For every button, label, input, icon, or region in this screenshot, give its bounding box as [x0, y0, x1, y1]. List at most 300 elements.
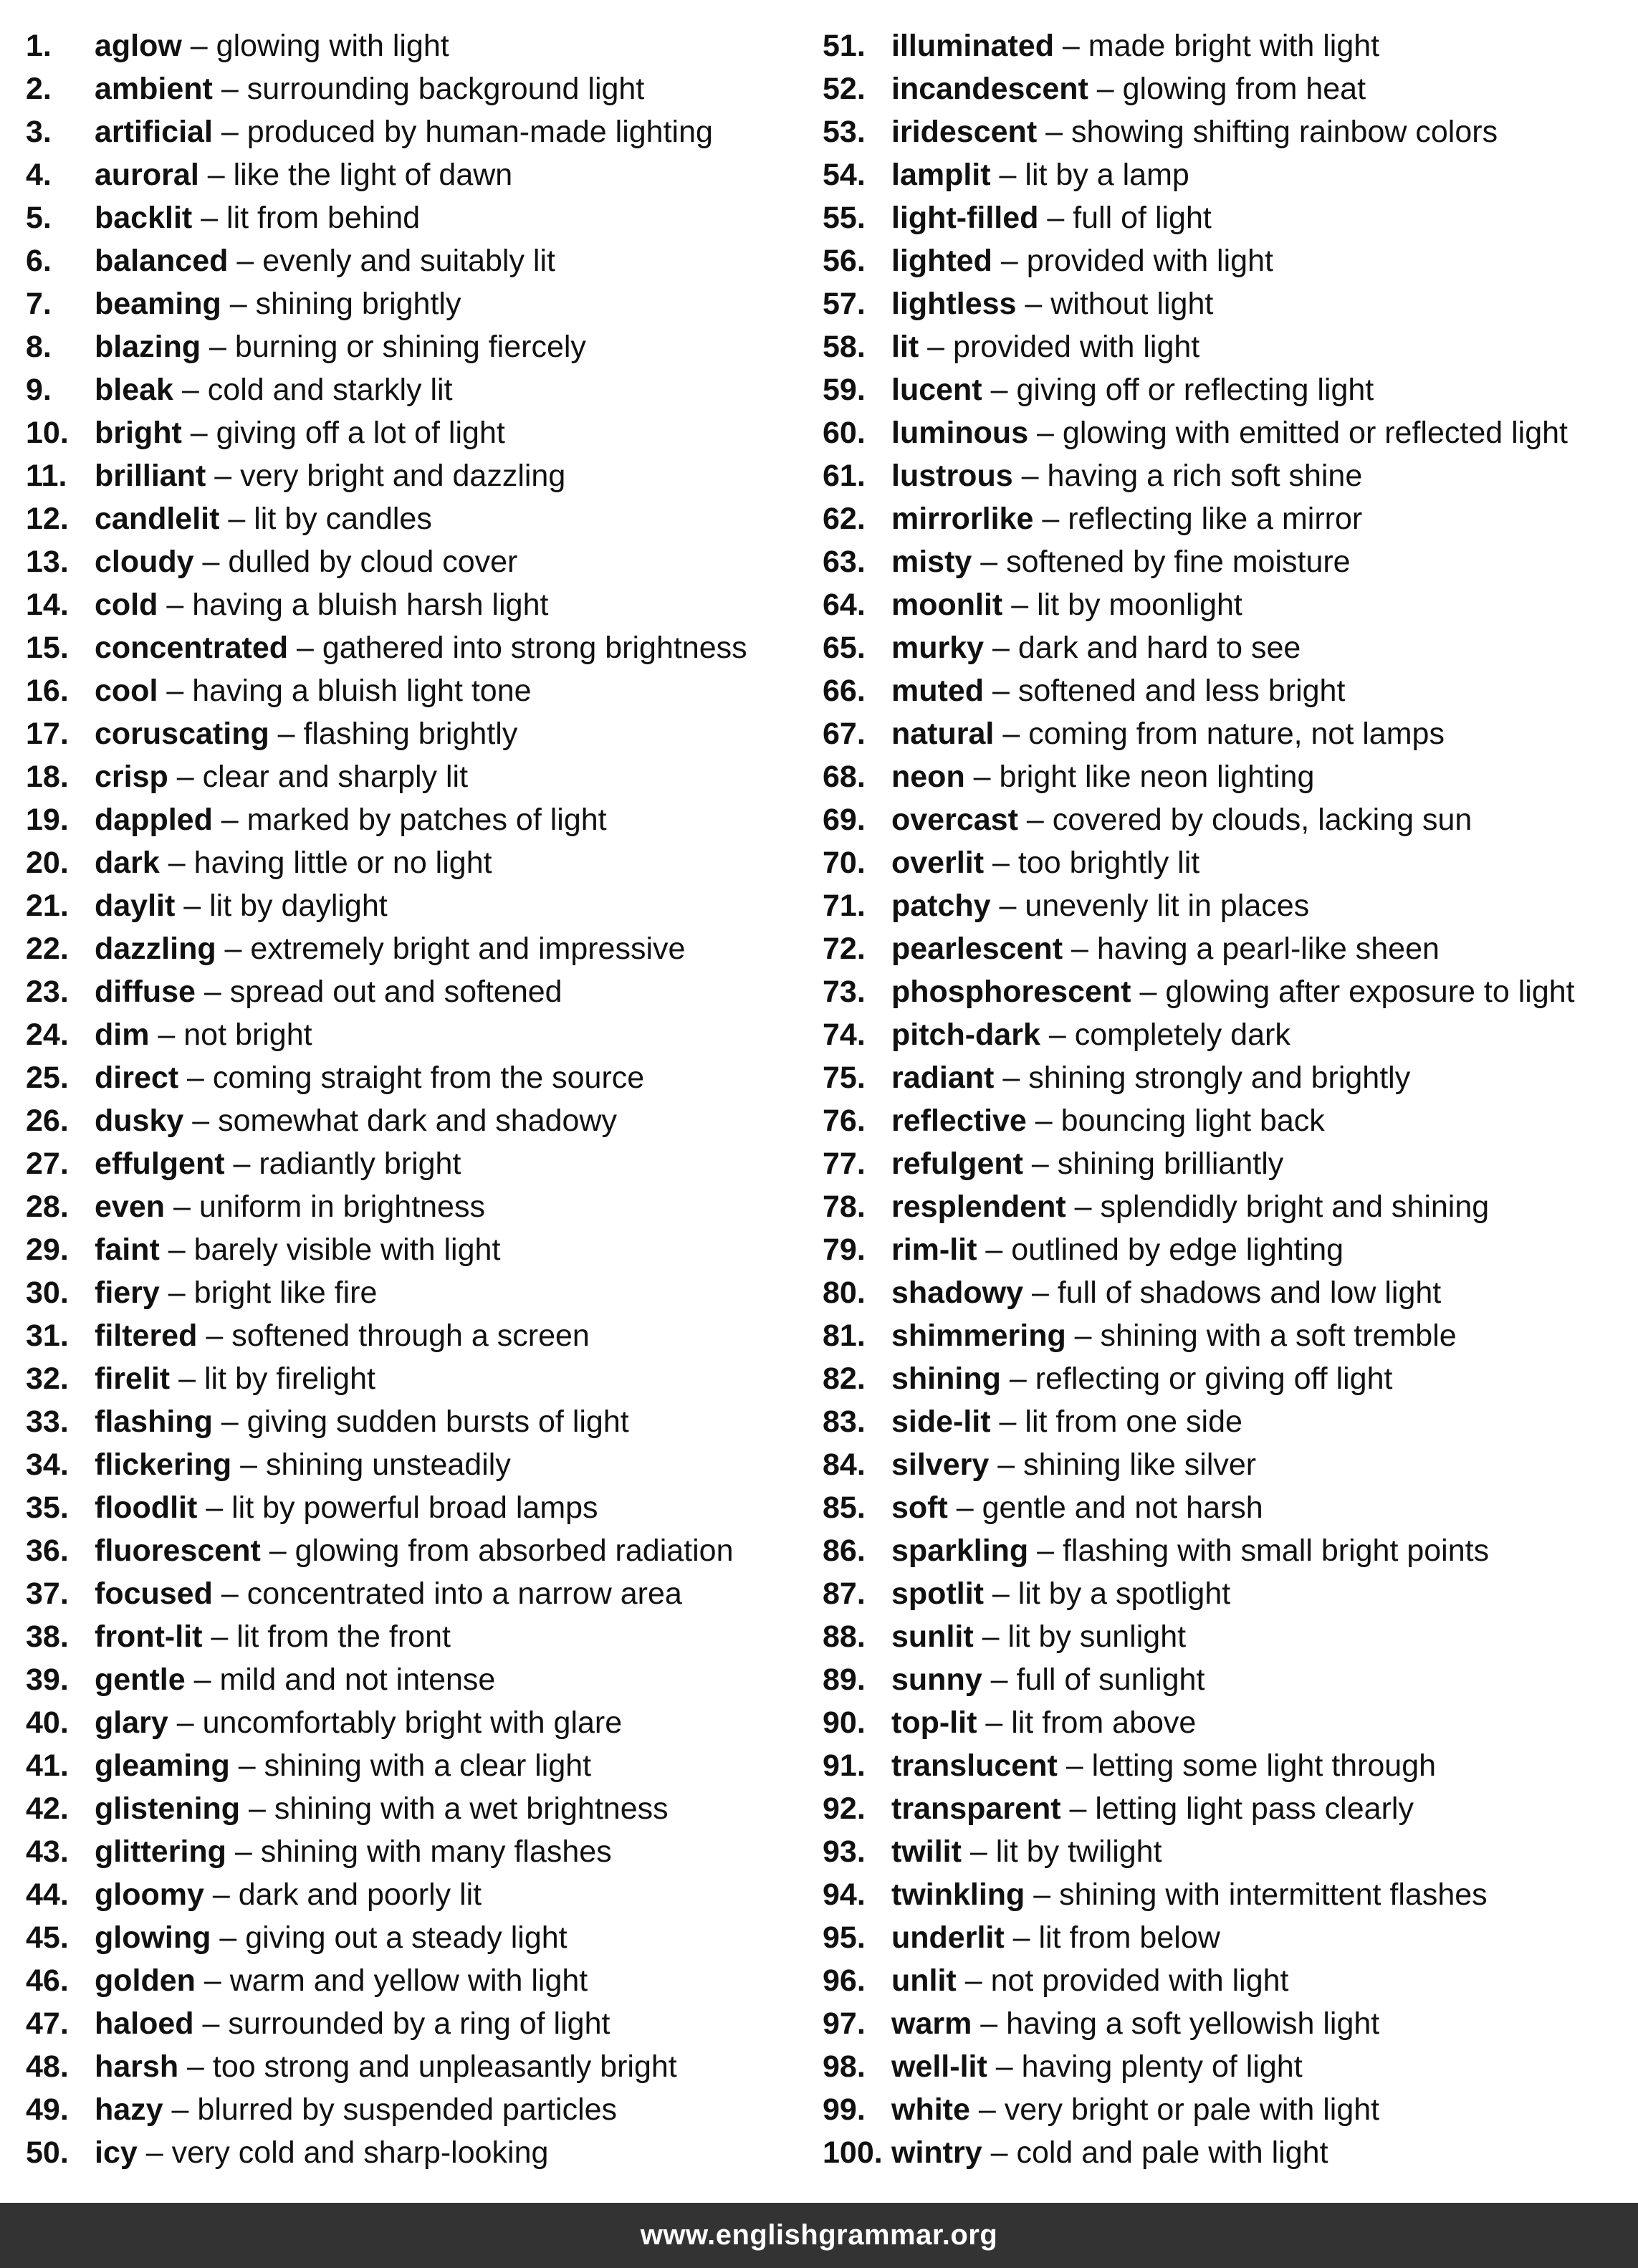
- item-separator: –: [158, 588, 193, 622]
- item-separator: –: [212, 1576, 247, 1611]
- list-item: [26, 1228, 807, 1271]
- item-definition: coming straight from the source: [212, 1061, 645, 1095]
- item-word: sunny: [891, 1662, 982, 1697]
- item-number: 18.: [26, 760, 69, 794]
- item-separator: –: [964, 760, 1000, 794]
- word-list-right-column: [823, 24, 1625, 2174]
- item-definition: made bright with light: [1088, 29, 1380, 63]
- item-separator: –: [1037, 115, 1071, 149]
- item-definition: extremely bright and impressive: [250, 932, 686, 966]
- list-item: [26, 497, 807, 540]
- list-item: [823, 153, 1625, 196]
- item-number: 56.: [823, 244, 866, 278]
- item-definition: not bright: [183, 1018, 312, 1052]
- item-separator: –: [201, 330, 235, 364]
- item-word: balanced: [95, 244, 229, 278]
- item-number: 40.: [26, 1705, 69, 1740]
- item-number: 68.: [823, 760, 866, 794]
- item-number: 29.: [26, 1233, 69, 1267]
- list-item: [823, 1056, 1625, 1099]
- item-word: golden: [95, 1963, 196, 1998]
- item-word: faint: [95, 1233, 160, 1267]
- item-definition: uncomfortably bright with glare: [202, 1705, 623, 1740]
- footer-bar: [0, 2203, 1638, 2268]
- item-number: 48.: [26, 2049, 69, 2084]
- item-separator: –: [992, 244, 1027, 278]
- item-separator: –: [1017, 803, 1053, 837]
- item-separator: –: [969, 2092, 1005, 2127]
- item-number: 80.: [823, 1276, 866, 1310]
- item-definition: flashing brightly: [303, 717, 518, 751]
- item-word: overcast: [891, 803, 1018, 837]
- list-item: [823, 497, 1625, 540]
- item-definition: lit from below: [1038, 1920, 1220, 1955]
- item-number: 16.: [26, 674, 69, 708]
- item-definition: unevenly lit in places: [1025, 889, 1310, 923]
- item-number: 27.: [26, 1147, 69, 1181]
- item-definition: having a pearl-like sheen: [1096, 932, 1440, 966]
- item-number: 95.: [823, 1920, 866, 1955]
- item-definition: having little or no light: [193, 846, 492, 880]
- item-separator: –: [149, 1018, 184, 1052]
- item-word: dappled: [95, 803, 213, 837]
- item-separator: –: [197, 1319, 232, 1353]
- item-separator: –: [219, 502, 254, 536]
- item-word: beaming: [95, 287, 221, 321]
- item-separator: –: [1002, 588, 1038, 622]
- item-separator: –: [1025, 1877, 1060, 1912]
- item-definition: covered by clouds, lacking sun: [1052, 803, 1472, 837]
- item-number: 14.: [26, 588, 69, 622]
- list-item: [823, 2088, 1625, 2131]
- list-item: [26, 1142, 807, 1185]
- list-item: [26, 540, 807, 583]
- item-number: 78.: [823, 1190, 866, 1224]
- item-definition: gentle and not harsh: [982, 1491, 1263, 1525]
- item-number: 67.: [823, 717, 866, 751]
- item-word: backlit: [95, 201, 193, 235]
- item-separator: –: [159, 1233, 194, 1267]
- item-definition: cold and pale with light: [1016, 2135, 1328, 2170]
- item-number: 50.: [26, 2135, 69, 2170]
- item-definition: cold and starkly lit: [207, 373, 453, 407]
- item-definition: reflecting or giving off light: [1035, 1362, 1393, 1396]
- item-number: 44.: [26, 1877, 69, 1912]
- list-item: [26, 1615, 807, 1658]
- item-word: illuminated: [891, 29, 1054, 63]
- item-number: 63.: [823, 545, 866, 579]
- list-item: [823, 110, 1625, 153]
- list-item: [823, 1142, 1625, 1185]
- list-item: [823, 1529, 1625, 1572]
- item-definition: having a bluish harsh light: [192, 588, 549, 622]
- item-definition: shining brightly: [255, 287, 461, 321]
- item-definition: lit from behind: [226, 201, 421, 235]
- item-number: 88.: [823, 1619, 866, 1654]
- item-number: 59.: [823, 373, 866, 407]
- list-item: [823, 1916, 1625, 1959]
- item-number: 61.: [823, 459, 866, 493]
- item-separator: –: [982, 2135, 1017, 2170]
- item-definition: lit by moonlight: [1037, 588, 1242, 622]
- item-separator: –: [260, 1533, 295, 1568]
- item-number: 100.: [823, 2135, 883, 2170]
- item-separator: –: [168, 1705, 203, 1740]
- item-definition: lit from the front: [236, 1619, 451, 1654]
- item-separator: –: [1012, 459, 1048, 493]
- item-definition: lit by powerful broad lamps: [231, 1491, 598, 1525]
- item-number: 39.: [26, 1662, 69, 1697]
- list-item: [823, 282, 1625, 325]
- list-item: [26, 1873, 807, 1916]
- item-number: 10.: [26, 416, 69, 450]
- item-number: 93.: [823, 1834, 866, 1869]
- item-word: lamplit: [891, 158, 991, 192]
- item-word: unlit: [891, 1963, 957, 1998]
- item-word: shadowy: [891, 1276, 1023, 1310]
- item-definition: shining with a clear light: [264, 1748, 592, 1783]
- item-definition: lit by firelight: [203, 1362, 375, 1396]
- list-item: [823, 712, 1625, 755]
- item-separator: –: [990, 889, 1025, 923]
- item-number: 37.: [26, 1576, 69, 1611]
- item-definition: without light: [1050, 287, 1214, 321]
- item-definition: shining like silver: [1023, 1448, 1257, 1482]
- item-number: 75.: [823, 1061, 866, 1095]
- item-definition: softened through a screen: [231, 1319, 590, 1353]
- item-definition: very bright or pale with light: [1004, 2092, 1380, 2127]
- item-word: twinkling: [891, 1877, 1025, 1912]
- item-word: warm: [891, 2006, 972, 2041]
- item-number: 51.: [823, 29, 866, 63]
- item-separator: –: [229, 1748, 264, 1783]
- item-definition: produced by human-made lighting: [246, 115, 713, 149]
- item-definition: surrounded by a ring of light: [228, 2006, 610, 2041]
- list-item: [26, 1572, 807, 1615]
- item-word: harsh: [95, 2049, 179, 2084]
- item-word: artificial: [95, 115, 213, 149]
- item-separator: –: [1033, 502, 1068, 536]
- item-separator: –: [994, 1061, 1029, 1095]
- list-item: [26, 1529, 807, 1572]
- item-number: 30.: [26, 1276, 69, 1310]
- item-separator: –: [977, 1705, 1012, 1740]
- list-item: [823, 884, 1625, 927]
- item-number: 89.: [823, 1662, 866, 1697]
- list-item: [823, 798, 1625, 841]
- item-separator: –: [990, 158, 1025, 192]
- item-number: 73.: [823, 975, 866, 1009]
- item-definition: dulled by cloud cover: [228, 545, 518, 579]
- item-word: flickering: [95, 1448, 232, 1482]
- item-separator: –: [972, 545, 1007, 579]
- item-separator: –: [984, 674, 1018, 708]
- item-definition: lit by a lamp: [1025, 158, 1189, 192]
- item-definition: glowing from absorbed radiation: [294, 1533, 734, 1568]
- list-item: [26, 1013, 807, 1056]
- list-item: [26, 798, 807, 841]
- list-item: [26, 1400, 807, 1443]
- item-word: lighted: [891, 244, 992, 278]
- list-item: [26, 1959, 807, 2002]
- item-word: gloomy: [95, 1877, 204, 1912]
- item-number: 83.: [823, 1405, 866, 1439]
- item-word: cloudy: [95, 545, 194, 579]
- item-word: lightless: [891, 287, 1017, 321]
- item-word: concentrated: [95, 631, 289, 665]
- list-item: [26, 1357, 807, 1400]
- list-item: [823, 1099, 1625, 1142]
- item-definition: too brightly lit: [1017, 846, 1200, 880]
- item-number: 36.: [26, 1533, 69, 1568]
- item-word: hazy: [95, 2092, 163, 2127]
- item-number: 65.: [823, 631, 866, 665]
- item-word: luminous: [891, 416, 1029, 450]
- item-number: 2.: [26, 72, 52, 106]
- item-separator: –: [221, 287, 256, 321]
- item-number: 69.: [823, 803, 866, 837]
- list-item: [823, 1658, 1625, 1701]
- item-separator: –: [212, 115, 247, 149]
- item-number: 25.: [26, 1061, 69, 1095]
- list-item: [823, 24, 1625, 67]
- item-definition: lit by a spotlight: [1017, 1576, 1231, 1611]
- item-separator: –: [1038, 201, 1073, 235]
- item-word: rim-lit: [891, 1233, 977, 1267]
- item-word: direct: [95, 1061, 179, 1095]
- list-item: [26, 2131, 807, 2174]
- item-number: 22.: [26, 932, 69, 966]
- item-separator: –: [212, 803, 247, 837]
- list-item: [823, 1572, 1625, 1615]
- list-item: [823, 1443, 1625, 1486]
- item-word: dazzling: [95, 932, 216, 966]
- item-word: white: [891, 2092, 970, 2127]
- item-word: focused: [95, 1576, 213, 1611]
- item-word: phosphorescent: [891, 975, 1131, 1009]
- item-separator: –: [1028, 416, 1063, 450]
- list-item: [823, 1873, 1625, 1916]
- list-item: [26, 1314, 807, 1357]
- item-number: 24.: [26, 1018, 69, 1052]
- item-separator: –: [1057, 1748, 1092, 1783]
- item-number: 94.: [823, 1877, 866, 1912]
- list-item: [823, 67, 1625, 110]
- item-definition: gathered into strong brightness: [322, 631, 747, 665]
- item-number: 43.: [26, 1834, 69, 1869]
- item-separator: –: [1065, 1319, 1101, 1353]
- item-definition: provided with light: [1026, 244, 1273, 278]
- item-separator: –: [984, 846, 1018, 880]
- item-word: even: [95, 1190, 166, 1224]
- item-separator: –: [193, 545, 229, 579]
- item-definition: glowing from heat: [1122, 72, 1366, 106]
- item-word: patchy: [891, 889, 991, 923]
- list-item: [26, 67, 807, 110]
- item-number: 11.: [26, 459, 67, 493]
- list-item: [26, 1916, 807, 1959]
- item-definition: uniform in brightness: [198, 1190, 485, 1224]
- item-definition: flashing with small bright points: [1062, 1533, 1490, 1568]
- item-separator: –: [195, 1963, 230, 1998]
- item-separator: –: [1088, 72, 1123, 106]
- item-number: 92.: [823, 1791, 866, 1826]
- item-separator: –: [212, 72, 247, 106]
- item-word: floodlit: [95, 1491, 198, 1525]
- list-item: [823, 927, 1625, 970]
- item-separator: –: [972, 2006, 1007, 2041]
- item-definition: giving off a lot of light: [216, 416, 505, 450]
- item-number: 64.: [823, 588, 866, 622]
- list-item: [26, 712, 807, 755]
- list-item: [26, 24, 807, 67]
- item-definition: having plenty of light: [1021, 2049, 1303, 2084]
- list-item: [26, 368, 807, 411]
- item-word: glistening: [95, 1791, 241, 1826]
- item-definition: lit by candles: [254, 502, 432, 536]
- item-definition: glowing with emitted or reflected light: [1062, 416, 1568, 450]
- item-number: 54.: [823, 158, 866, 192]
- item-separator: –: [178, 2049, 213, 2084]
- item-number: 8.: [26, 330, 52, 364]
- item-separator: –: [159, 846, 194, 880]
- item-definition: radiantly bright: [259, 1147, 461, 1181]
- list-item: [26, 110, 807, 153]
- item-word: dim: [95, 1018, 150, 1052]
- item-number: 58.: [823, 330, 866, 364]
- list-item: [26, 884, 807, 927]
- item-separator: –: [984, 631, 1018, 665]
- item-definition: letting some light through: [1091, 1748, 1437, 1783]
- item-number: 35.: [26, 1491, 69, 1525]
- list-item: [823, 411, 1625, 454]
- list-item: [823, 669, 1625, 712]
- item-word: refulgent: [891, 1147, 1023, 1181]
- item-separator: –: [206, 459, 241, 493]
- list-item: [26, 970, 807, 1013]
- item-number: 55.: [823, 201, 866, 235]
- item-number: 62.: [823, 502, 866, 536]
- item-definition: showing shifting rainbow colors: [1071, 115, 1498, 149]
- item-number: 31.: [26, 1319, 69, 1353]
- list-item: [823, 1357, 1625, 1400]
- item-word: incandescent: [891, 72, 1088, 106]
- item-separator: –: [203, 1877, 239, 1912]
- item-number: 66.: [823, 674, 866, 708]
- item-word: fiery: [95, 1276, 160, 1310]
- list-item: [823, 325, 1625, 368]
- item-number: 72.: [823, 932, 866, 966]
- item-definition: mild and not intense: [219, 1662, 496, 1697]
- item-number: 70.: [823, 846, 866, 880]
- list-item: [823, 1314, 1625, 1357]
- item-number: 9.: [26, 373, 52, 407]
- item-separator: –: [173, 373, 208, 407]
- item-separator: –: [158, 674, 193, 708]
- item-word: aglow: [95, 29, 182, 63]
- item-number: 13.: [26, 545, 69, 579]
- item-word: diffuse: [95, 975, 196, 1009]
- list-item: [26, 239, 807, 282]
- item-number: 38.: [26, 1619, 69, 1654]
- item-definition: blurred by suspended particles: [197, 2092, 618, 2127]
- item-definition: glowing after exposure to light: [1165, 975, 1575, 1009]
- list-item: [823, 1959, 1625, 2002]
- item-word: twilit: [891, 1834, 962, 1869]
- item-definition: lit by sunlight: [1007, 1619, 1187, 1654]
- item-definition: spread out and softened: [229, 975, 562, 1009]
- item-definition: burning or shining fiercely: [234, 330, 586, 364]
- item-word: murky: [891, 631, 985, 665]
- item-number: 79.: [823, 1233, 866, 1267]
- list-item: [26, 153, 807, 196]
- item-word: sunlit: [891, 1619, 974, 1654]
- list-item: [26, 2002, 807, 2045]
- item-definition: evenly and suitably lit: [262, 244, 555, 278]
- item-number: 3.: [26, 115, 52, 149]
- item-definition: clear and sharply lit: [202, 760, 469, 794]
- item-number: 86.: [823, 1533, 866, 1568]
- item-number: 71.: [823, 889, 866, 923]
- list-item: [26, 927, 807, 970]
- item-separator: –: [956, 1963, 991, 1998]
- item-word: flashing: [95, 1405, 213, 1439]
- item-definition: concentrated into a narrow area: [246, 1576, 682, 1611]
- item-separator: –: [216, 932, 251, 966]
- item-definition: lit by daylight: [209, 889, 388, 923]
- item-definition: giving off or reflecting light: [1016, 373, 1374, 407]
- item-separator: –: [192, 201, 227, 235]
- list-item: [823, 454, 1625, 497]
- list-item: [823, 1013, 1625, 1056]
- item-number: 20.: [26, 846, 69, 880]
- list-item: [26, 2088, 807, 2131]
- item-separator: –: [1000, 1362, 1035, 1396]
- item-number: 84.: [823, 1448, 866, 1482]
- item-definition: softened and less bright: [1017, 674, 1346, 708]
- item-separator: –: [961, 1834, 996, 1869]
- list-item: [26, 626, 807, 669]
- item-word: dark: [95, 846, 160, 880]
- item-separator: –: [211, 1920, 246, 1955]
- item-definition: having a bluish light tone: [192, 674, 532, 708]
- item-number: 23.: [26, 975, 69, 1009]
- item-word: gentle: [95, 1662, 186, 1697]
- list-item: [26, 1443, 807, 1486]
- item-definition: very cold and sharp-looking: [171, 2135, 549, 2170]
- item-word: silvery: [891, 1448, 990, 1482]
- item-word: radiant: [891, 1061, 995, 1095]
- item-word: shimmering: [891, 1319, 1066, 1353]
- item-word: bright: [95, 416, 182, 450]
- item-number: 49.: [26, 2092, 69, 2127]
- item-word: effulgent: [95, 1147, 225, 1181]
- item-definition: too strong and unpleasantly bright: [212, 2049, 677, 2084]
- item-definition: marked by patches of light: [246, 803, 607, 837]
- item-definition: completely dark: [1074, 1018, 1290, 1052]
- item-separator: –: [195, 975, 230, 1009]
- item-word: lit: [891, 330, 919, 364]
- item-word: bleak: [95, 373, 173, 407]
- list-item: [823, 1400, 1625, 1443]
- item-separator: –: [288, 631, 322, 665]
- item-definition: having a soft yellowish light: [1006, 2006, 1380, 2041]
- item-word: cool: [95, 674, 158, 708]
- footer-website-link[interactable]: www.englishgrammar.org: [640, 2219, 998, 2251]
- list-item: [26, 1185, 807, 1228]
- item-definition: shining with a wet brightness: [274, 1791, 669, 1826]
- list-item: [823, 1744, 1625, 1787]
